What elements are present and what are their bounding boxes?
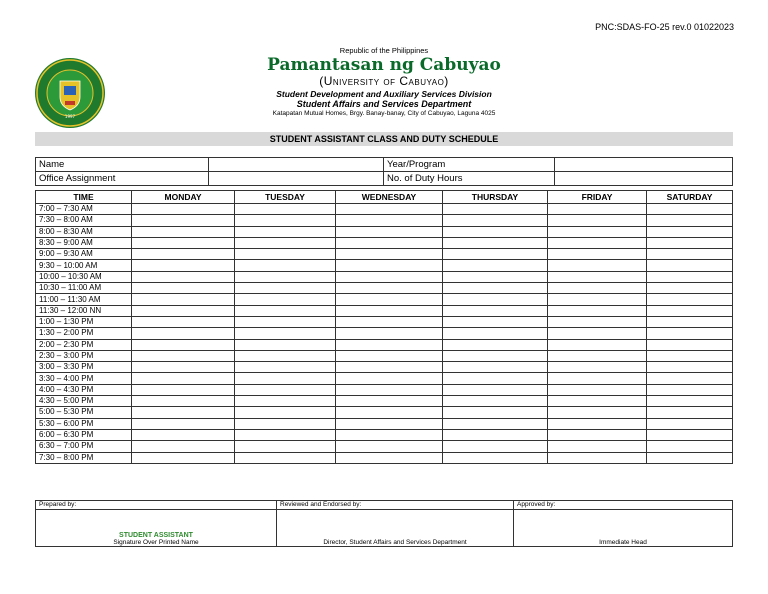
schedule-cell[interactable] xyxy=(336,452,443,463)
thursday-header: THURSDAY xyxy=(443,191,548,204)
schedule-row xyxy=(36,305,733,316)
approved-by-caption: Immediate Head xyxy=(599,539,647,546)
schedule-cell[interactable] xyxy=(336,294,443,305)
schedule-cell[interactable] xyxy=(548,407,647,418)
schedule-cell[interactable] xyxy=(647,328,733,339)
schedule-cell[interactable] xyxy=(132,429,235,440)
schedule-cell[interactable] xyxy=(235,316,336,327)
form-title: STUDENT ASSISTANT CLASS AND DUTY SCHEDULE xyxy=(35,132,733,146)
time-slot-cell: 8:30 – 9:00 AM xyxy=(36,237,132,248)
name-label: Name xyxy=(36,158,209,172)
schedule-row xyxy=(36,215,733,226)
schedule-cell[interactable] xyxy=(132,283,235,294)
schedule-cell[interactable] xyxy=(548,271,647,282)
schedule-cell[interactable] xyxy=(548,429,647,440)
time-slot-cell: 6:30 – 7:00 PM xyxy=(36,441,132,452)
schedule-cell[interactable] xyxy=(548,396,647,407)
schedule-cell[interactable] xyxy=(235,305,336,316)
schedule-cell[interactable] xyxy=(132,407,235,418)
schedule-cell[interactable] xyxy=(132,328,235,339)
friday-header: FRIDAY xyxy=(548,191,647,204)
schedule-row xyxy=(36,418,733,429)
schedule-cell[interactable] xyxy=(132,373,235,384)
schedule-cell[interactable] xyxy=(647,373,733,384)
schedule-row xyxy=(36,441,733,452)
schedule-cell[interactable] xyxy=(235,226,336,237)
schedule-row xyxy=(36,271,733,282)
schedule-cell[interactable] xyxy=(235,452,336,463)
time-slot-cell: 4:00 – 4:30 PM xyxy=(36,384,132,395)
schedule-row xyxy=(36,260,733,271)
schedule-cell[interactable] xyxy=(235,407,336,418)
approved-by-signature[interactable] xyxy=(514,510,733,547)
schedule-cell[interactable] xyxy=(132,418,235,429)
duty-hours-label: No. of Duty Hours xyxy=(384,172,555,186)
time-slot-cell: 10:00 – 10:30 AM xyxy=(36,271,132,282)
schedule-cell[interactable] xyxy=(647,249,733,260)
schedule-cell[interactable] xyxy=(132,362,235,373)
schedule-cell[interactable] xyxy=(336,305,443,316)
schedule-cell[interactable] xyxy=(235,294,336,305)
duty-hours-field[interactable] xyxy=(555,172,733,186)
schedule-cell[interactable] xyxy=(548,362,647,373)
schedule-cell[interactable] xyxy=(647,316,733,327)
office-assignment-field[interactable] xyxy=(209,172,384,186)
schedule-cell[interactable] xyxy=(443,429,548,440)
schedule-row xyxy=(36,407,733,418)
wednesday-header: WEDNESDAY xyxy=(336,191,443,204)
schedule-row xyxy=(36,350,733,361)
schedule-cell[interactable] xyxy=(647,294,733,305)
schedule-cell[interactable] xyxy=(647,237,733,248)
prepared-by-signature[interactable] xyxy=(36,510,277,547)
schedule-cell[interactable] xyxy=(548,350,647,361)
schedule-cell[interactable] xyxy=(235,249,336,260)
schedule-cell[interactable] xyxy=(132,316,235,327)
schedule-cell[interactable] xyxy=(336,316,443,327)
saturday-header: SATURDAY xyxy=(647,191,733,204)
schedule-row xyxy=(36,339,733,350)
schedule-cell[interactable] xyxy=(132,339,235,350)
time-slot-cell: 2:00 – 2:30 PM xyxy=(36,339,132,350)
time-slot-cell: 5:30 – 6:00 PM xyxy=(36,418,132,429)
schedule-cell[interactable] xyxy=(336,396,443,407)
schedule-row xyxy=(36,294,733,305)
schedule-cell[interactable] xyxy=(443,362,548,373)
schedule-cell[interactable] xyxy=(443,283,548,294)
time-slot-cell: 6:00 – 6:30 PM xyxy=(36,429,132,440)
schedule-cell[interactable] xyxy=(647,441,733,452)
schedule-cell[interactable] xyxy=(132,271,235,282)
schedule-cell[interactable] xyxy=(548,452,647,463)
schedule-cell[interactable] xyxy=(443,204,548,215)
schedule-cell[interactable] xyxy=(235,271,336,282)
time-slot-cell: 3:00 – 3:30 PM xyxy=(36,362,132,373)
schedule-cell[interactable] xyxy=(336,384,443,395)
schedule-cell[interactable] xyxy=(548,260,647,271)
schedule-cell[interactable] xyxy=(132,204,235,215)
svg-text:1997: 1997 xyxy=(64,114,76,119)
time-slot-cell: 11:00 – 11:30 AM xyxy=(36,294,132,305)
schedule-header-row xyxy=(36,191,733,204)
schedule-cell[interactable] xyxy=(336,373,443,384)
schedule-cell[interactable] xyxy=(548,328,647,339)
schedule-cell[interactable] xyxy=(336,362,443,373)
schedule-cell[interactable] xyxy=(132,441,235,452)
schedule-cell[interactable] xyxy=(647,362,733,373)
schedule-cell[interactable] xyxy=(443,384,548,395)
schedule-cell[interactable] xyxy=(235,204,336,215)
schedule-cell[interactable] xyxy=(548,384,647,395)
schedule-cell[interactable] xyxy=(336,237,443,248)
schedule-cell[interactable] xyxy=(336,350,443,361)
schedule-cell[interactable] xyxy=(548,215,647,226)
schedule-row xyxy=(36,396,733,407)
office-assignment-label: Office Assignment xyxy=(36,172,209,186)
schedule-cell[interactable] xyxy=(443,452,548,463)
reviewed-by-label: Reviewed and Endorsed by: xyxy=(277,501,514,510)
schedule-cell[interactable] xyxy=(443,294,548,305)
schedule-row xyxy=(36,204,733,215)
schedule-cell[interactable] xyxy=(548,316,647,327)
schedule-cell[interactable] xyxy=(647,226,733,237)
time-slot-cell: 7:30 – 8:00 PM xyxy=(36,452,132,463)
year-program-label: Year/Program xyxy=(384,158,555,172)
schedule-cell[interactable] xyxy=(443,396,548,407)
schedule-cell[interactable] xyxy=(647,305,733,316)
schedule-cell[interactable] xyxy=(548,305,647,316)
schedule-cell[interactable] xyxy=(336,339,443,350)
schedule-cell[interactable] xyxy=(132,384,235,395)
schedule-cell[interactable] xyxy=(647,384,733,395)
time-slot-cell: 11:30 – 12:00 NN xyxy=(36,305,132,316)
schedule-cell[interactable] xyxy=(235,283,336,294)
time-slot-cell: 8:00 – 8:30 AM xyxy=(36,226,132,237)
time-slot-cell: 3:30 – 4:00 PM xyxy=(36,373,132,384)
schedule-cell[interactable] xyxy=(235,373,336,384)
schedule-cell[interactable] xyxy=(336,204,443,215)
department-name: Student Affairs and Services Department xyxy=(296,99,472,109)
schedule-row xyxy=(36,249,733,260)
schedule-row xyxy=(36,384,733,395)
schedule-cell[interactable] xyxy=(548,226,647,237)
schedule-cell[interactable] xyxy=(647,452,733,463)
schedule-row xyxy=(36,316,733,327)
time-slot-cell: 5:00 – 5:30 PM xyxy=(36,407,132,418)
student-info-table xyxy=(35,157,733,186)
schedule-cell[interactable] xyxy=(647,283,733,294)
division-name: Student Development and Auxiliary Services Division xyxy=(276,89,492,99)
time-slot-cell: 1:00 – 1:30 PM xyxy=(36,316,132,327)
schedule-cell[interactable] xyxy=(548,373,647,384)
university-english-name: (University of Cabuyao) xyxy=(319,74,449,88)
approved-by-label: Approved by: xyxy=(514,501,733,510)
tuesday-header: TUESDAY xyxy=(235,191,336,204)
schedule-cell[interactable] xyxy=(235,441,336,452)
schedule-cell[interactable] xyxy=(132,226,235,237)
schedule-cell[interactable] xyxy=(336,328,443,339)
schedule-cell[interactable] xyxy=(647,260,733,271)
schedule-cell[interactable] xyxy=(235,328,336,339)
schedule-row xyxy=(36,283,733,294)
student-assistant-label: STUDENT ASSISTANT xyxy=(119,532,193,539)
schedule-cell[interactable] xyxy=(336,249,443,260)
schedule-row xyxy=(36,373,733,384)
schedule-row xyxy=(36,328,733,339)
time-slot-cell: 7:00 – 7:30 AM xyxy=(36,204,132,215)
time-slot-cell: 2:30 – 3:00 PM xyxy=(36,350,132,361)
reviewed-by-signature[interactable] xyxy=(277,510,514,547)
schedule-cell[interactable] xyxy=(132,396,235,407)
schedule-cell[interactable] xyxy=(443,373,548,384)
schedule-cell[interactable] xyxy=(647,396,733,407)
schedule-cell[interactable] xyxy=(235,215,336,226)
schedule-cell[interactable] xyxy=(336,441,443,452)
time-slot-cell: 9:30 – 10:00 AM xyxy=(36,260,132,271)
schedule-cell[interactable] xyxy=(235,339,336,350)
schedule-cell[interactable] xyxy=(443,418,548,429)
schedule-cell[interactable] xyxy=(647,271,733,282)
schedule-cell[interactable] xyxy=(647,350,733,361)
schedule-cell[interactable] xyxy=(647,418,733,429)
schedule-cell[interactable] xyxy=(548,418,647,429)
time-slot-cell: 1:30 – 2:00 PM xyxy=(36,328,132,339)
monday-header: MONDAY xyxy=(132,191,235,204)
schedule-cell[interactable] xyxy=(548,339,647,350)
schedule-cell[interactable] xyxy=(548,294,647,305)
schedule-cell[interactable] xyxy=(132,260,235,271)
schedule-cell[interactable] xyxy=(336,429,443,440)
schedule-cell[interactable] xyxy=(235,362,336,373)
schedule-cell[interactable] xyxy=(443,339,548,350)
schedule-cell[interactable] xyxy=(235,396,336,407)
schedule-cell[interactable] xyxy=(336,407,443,418)
schedule-cell[interactable] xyxy=(443,215,548,226)
schedule-cell[interactable] xyxy=(132,350,235,361)
time-slot-cell: 4:30 – 5:00 PM xyxy=(36,396,132,407)
schedule-cell[interactable] xyxy=(647,204,733,215)
time-header: TIME xyxy=(36,191,132,204)
schedule-cell[interactable] xyxy=(647,339,733,350)
reviewed-by-caption: Director, Student Affairs and Services Department xyxy=(323,539,467,546)
schedule-cell[interactable] xyxy=(548,249,647,260)
schedule-cell[interactable] xyxy=(443,249,548,260)
prepared-by-label: Prepared by: xyxy=(36,501,277,510)
university-name: Pamantasan ng Cabuyao xyxy=(267,55,501,75)
schedule-cell[interactable] xyxy=(443,271,548,282)
schedule-cell[interactable] xyxy=(548,283,647,294)
schedule-row xyxy=(36,226,733,237)
schedule-cell[interactable] xyxy=(548,441,647,452)
schedule-row xyxy=(36,429,733,440)
time-slot-cell: 10:30 – 11:00 AM xyxy=(36,283,132,294)
schedule-cell[interactable] xyxy=(548,204,647,215)
schedule-cell[interactable] xyxy=(235,429,336,440)
schedule-cell[interactable] xyxy=(443,441,548,452)
schedule-cell[interactable] xyxy=(647,429,733,440)
schedule-cell[interactable] xyxy=(336,260,443,271)
schedule-cell[interactable] xyxy=(132,305,235,316)
schedule-cell[interactable] xyxy=(548,237,647,248)
schedule-table xyxy=(35,190,733,464)
schedule-cell[interactable] xyxy=(443,237,548,248)
year-program-field[interactable] xyxy=(555,158,733,172)
schedule-cell[interactable] xyxy=(336,418,443,429)
name-field[interactable] xyxy=(209,158,384,172)
schedule-cell[interactable] xyxy=(443,305,548,316)
schedule-cell[interactable] xyxy=(443,226,548,237)
schedule-cell[interactable] xyxy=(647,215,733,226)
schedule-cell[interactable] xyxy=(336,215,443,226)
schedule-cell[interactable] xyxy=(132,215,235,226)
schedule-cell[interactable] xyxy=(235,418,336,429)
signature-table xyxy=(35,500,733,547)
schedule-cell[interactable] xyxy=(336,271,443,282)
schedule-cell[interactable] xyxy=(336,226,443,237)
time-slot-cell: 7:30 – 8:00 AM xyxy=(36,215,132,226)
address-text: Katapatan Mutual Homes, Brgy. Banay-banay, City of Cabuyao, Laguna 4025 xyxy=(272,110,496,117)
schedule-cell[interactable] xyxy=(132,249,235,260)
schedule-cell[interactable] xyxy=(235,350,336,361)
schedule-row xyxy=(36,362,733,373)
schedule-cell[interactable] xyxy=(443,316,548,327)
form-code: PNC:SDAS-FO-25 rev.0 01022023 xyxy=(595,22,734,32)
schedule-cell[interactable] xyxy=(443,260,548,271)
schedule-cell[interactable] xyxy=(647,407,733,418)
republic-text: Republic of the Philippines xyxy=(339,46,429,55)
prepared-by-caption: Signature Over Printed Name xyxy=(113,539,199,546)
schedule-cell[interactable] xyxy=(235,260,336,271)
schedule-cell[interactable] xyxy=(336,283,443,294)
time-slot-cell: 9:00 – 9:30 AM xyxy=(36,249,132,260)
schedule-cell[interactable] xyxy=(132,294,235,305)
schedule-cell[interactable] xyxy=(443,350,548,361)
schedule-cell[interactable] xyxy=(443,407,548,418)
schedule-row xyxy=(36,452,733,463)
schedule-cell[interactable] xyxy=(235,237,336,248)
schedule-cell[interactable] xyxy=(132,452,235,463)
schedule-cell[interactable] xyxy=(235,384,336,395)
schedule-cell[interactable] xyxy=(443,328,548,339)
schedule-cell[interactable] xyxy=(132,237,235,248)
schedule-row xyxy=(36,237,733,248)
